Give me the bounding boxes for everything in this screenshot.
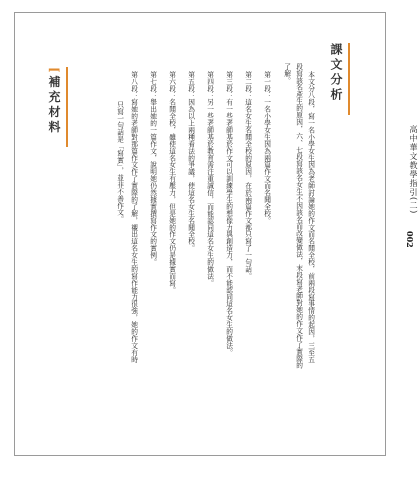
body-line: 第五段：因為以上兩種看法的爭議，使這名女生名聞全校。	[186, 71, 195, 252]
book-page	[14, 12, 418, 456]
title-bracket: [	[47, 67, 61, 76]
body-line: 第八段：寫她的老師對那篇作文作了實際的了解，襯出這名女生的寫作能力很強，她的作文有時	[129, 71, 138, 363]
body-line: 只寫一句話是「寫實」，並非不善作文。	[115, 101, 124, 223]
body-line: 第四段：另一些老師基於教育需注重誠信，而能認同這名女生的做法。	[205, 71, 214, 287]
body-line: 段寫該名產生的原因，六、七段寫該名女生不因該名而改變做法，末段寫老師對她的作文作了實際的	[294, 63, 303, 369]
body-line: 第一段：一名小學女生因為兩篇作文而名聞全校。	[262, 71, 271, 224]
page-number: 002	[405, 231, 415, 248]
body-line: 第七段：舉出她的一篇作文，說明她仍然據實撰寫作文的實例。	[148, 71, 157, 266]
body-line: 了解。	[282, 63, 291, 84]
body-line: 本文分八段，寫一名小學女生因為老師討論她的作文而名聞全校，前兩段寫事情的起因，三至五	[306, 71, 315, 363]
body-line: 第六段：名聞全校，雖使這名女生有壓力，但是她的作文仍是據實而寫。	[167, 71, 176, 294]
running-header: 高中華文教學指引(二)	[409, 125, 418, 215]
supplement-title-text: 補充材料	[47, 75, 61, 136]
supplement-title	[43, 67, 68, 147]
section-title: 課文分析	[325, 43, 350, 115]
body-line: 第三段：有一些老師基於作文可以訓練學生的想像力與創造力，而不能認同這名女生的做法。	[224, 71, 233, 356]
body-line: 第二段：這名女生名聞全校的原因，在於兩篇作文都只寫了一句話。	[243, 71, 252, 280]
